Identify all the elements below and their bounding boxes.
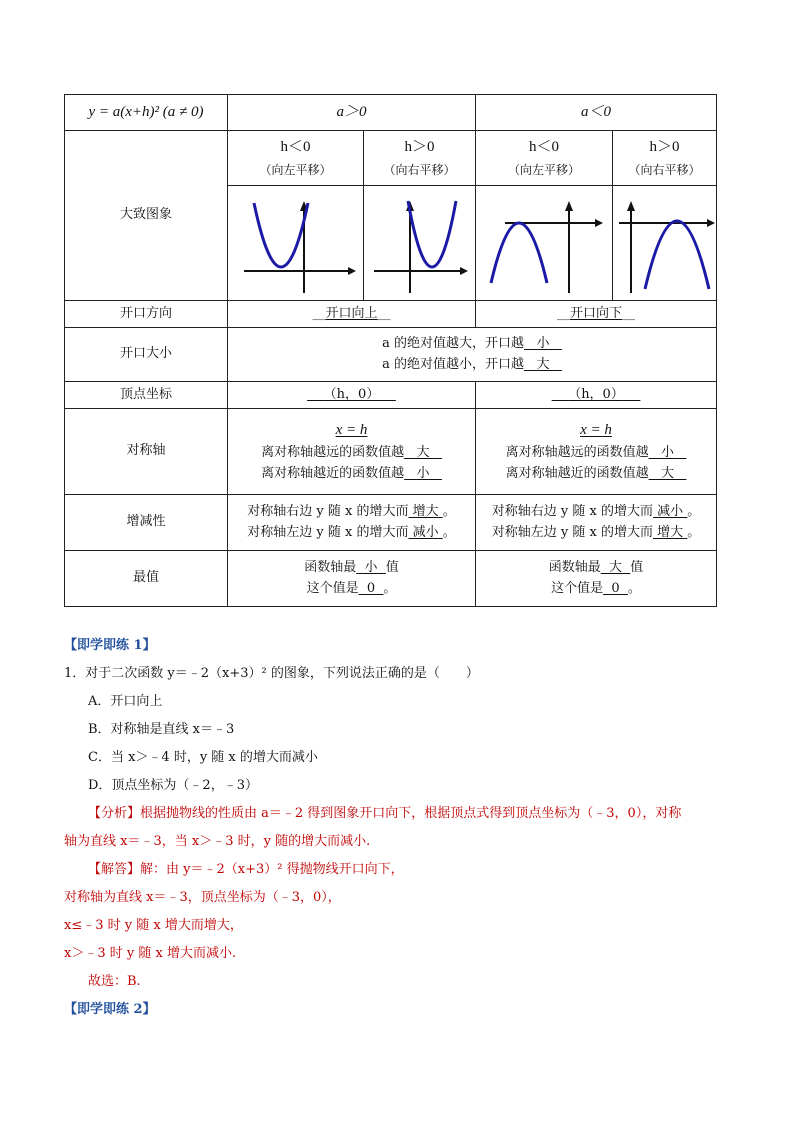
answer-line-1: 【解答】解：由 y＝﹣2（x+3）² 得抛物线开口向下， bbox=[88, 862, 404, 877]
sub-header-4: h＞0 （向右平移） bbox=[613, 131, 717, 186]
monotonicity-pos: 对称轴右边 y 随 x 的增大而 增大 。 对称轴左边 y 随 x 的增大而 减小 。 bbox=[228, 495, 476, 551]
sub-header-2: h＞0 （向右平移） bbox=[364, 131, 476, 186]
graph-cell-1 bbox=[228, 186, 364, 301]
graph-cell-4 bbox=[613, 186, 717, 301]
answer-line-3: x≤﹣3 时 y 随 x 增大而增大， bbox=[64, 918, 243, 933]
opening-direction-label: 开口方向 bbox=[65, 301, 228, 328]
axis-pos: x = h 离对称轴越远的函数值越 大 离对称轴越近的函数值越 小 bbox=[228, 409, 476, 495]
sub-header-3: h＜0 （向左平移） bbox=[476, 131, 613, 186]
option-b: B．对称轴是直线 x＝﹣3 bbox=[88, 722, 235, 737]
sub-header-1: h＜0 （向左平移） bbox=[228, 131, 364, 186]
graph-cell-3 bbox=[476, 186, 613, 301]
parabola-down-left-graph bbox=[481, 193, 607, 293]
answer-line-2: 对称轴为直线 x＝﹣3，顶点坐标为（﹣3，0）， bbox=[64, 890, 341, 905]
vertex-neg: （h，0） bbox=[476, 382, 717, 409]
option-d: D．顶点坐标为（﹣2，﹣3） bbox=[88, 778, 258, 793]
answer-line-4: x＞﹣3 时 y 随 x 增大而减小. bbox=[64, 946, 237, 961]
vertex-pos: （h，0） bbox=[228, 382, 476, 409]
extreme-pos: 函数轴最 小 值 这个值是 0 。 bbox=[228, 551, 476, 607]
header-a-neg: a＜0 bbox=[476, 95, 717, 131]
header-a-pos: a＞0 bbox=[228, 95, 476, 131]
practice-1-heading: 【即学即练 1】 bbox=[64, 638, 156, 653]
option-c: C．当 x＞﹣4 时，y 随 x 的增大而减小 bbox=[88, 750, 318, 765]
axis-neg: x = h 离对称轴越远的函数值越 小 离对称轴越近的函数值越 大 bbox=[476, 409, 717, 495]
opening-size-cell: a 的绝对值越大，开口越 小 a 的绝对值越小，开口越 大 bbox=[228, 328, 717, 382]
opening-direction-neg: __开口向下__ bbox=[476, 301, 717, 328]
vertex-label: 顶点坐标 bbox=[65, 382, 228, 409]
parabola-down-right-graph bbox=[615, 193, 715, 293]
extreme-neg: 函数轴最 大 值 这个值是 0 。 bbox=[476, 551, 717, 607]
opening-direction-pos: __开口向上__ bbox=[228, 301, 476, 328]
question-text: 1．对于二次函数 y＝﹣2（x+3）² 的图象，下列说法正确的是（ ） bbox=[64, 666, 479, 681]
parabola-up-left-graph bbox=[236, 193, 356, 293]
opening-size-label: 开口大小 bbox=[65, 328, 228, 382]
graph-label: 大致图象 bbox=[65, 131, 228, 301]
parabola-up-right-graph bbox=[370, 193, 470, 293]
graph-cell-2 bbox=[364, 186, 476, 301]
analysis-line-1: 【分析】根据抛物线的性质由 a＝﹣2 得到图象开口向下，根据顶点式得到顶点坐标为（﹣3，0），对称 bbox=[88, 806, 682, 821]
answer-line-5: 故选：B. bbox=[88, 974, 141, 989]
properties-table bbox=[64, 94, 717, 607]
monotonicity-label: 增减性 bbox=[65, 495, 228, 551]
axis-label: 对称轴 bbox=[65, 409, 228, 495]
monotonicity-neg: 对称轴右边 y 随 x 的增大而 减小 。 对称轴左边 y 随 x 的增大而 增大 。 bbox=[476, 495, 717, 551]
formula: y = a(x+h)² (a ≠ 0) bbox=[88, 104, 204, 121]
practice-2-heading: 【即学即练 2】 bbox=[64, 1002, 156, 1017]
extreme-label: 最值 bbox=[65, 551, 228, 607]
option-a: A．开口向上 bbox=[88, 694, 163, 709]
practice-1 bbox=[64, 632, 734, 1024]
formula-cell bbox=[65, 95, 228, 131]
analysis-line-2: 轴为直线 x＝﹣3，当 x＞﹣3 时，y 随的增大而减小. bbox=[64, 834, 371, 849]
